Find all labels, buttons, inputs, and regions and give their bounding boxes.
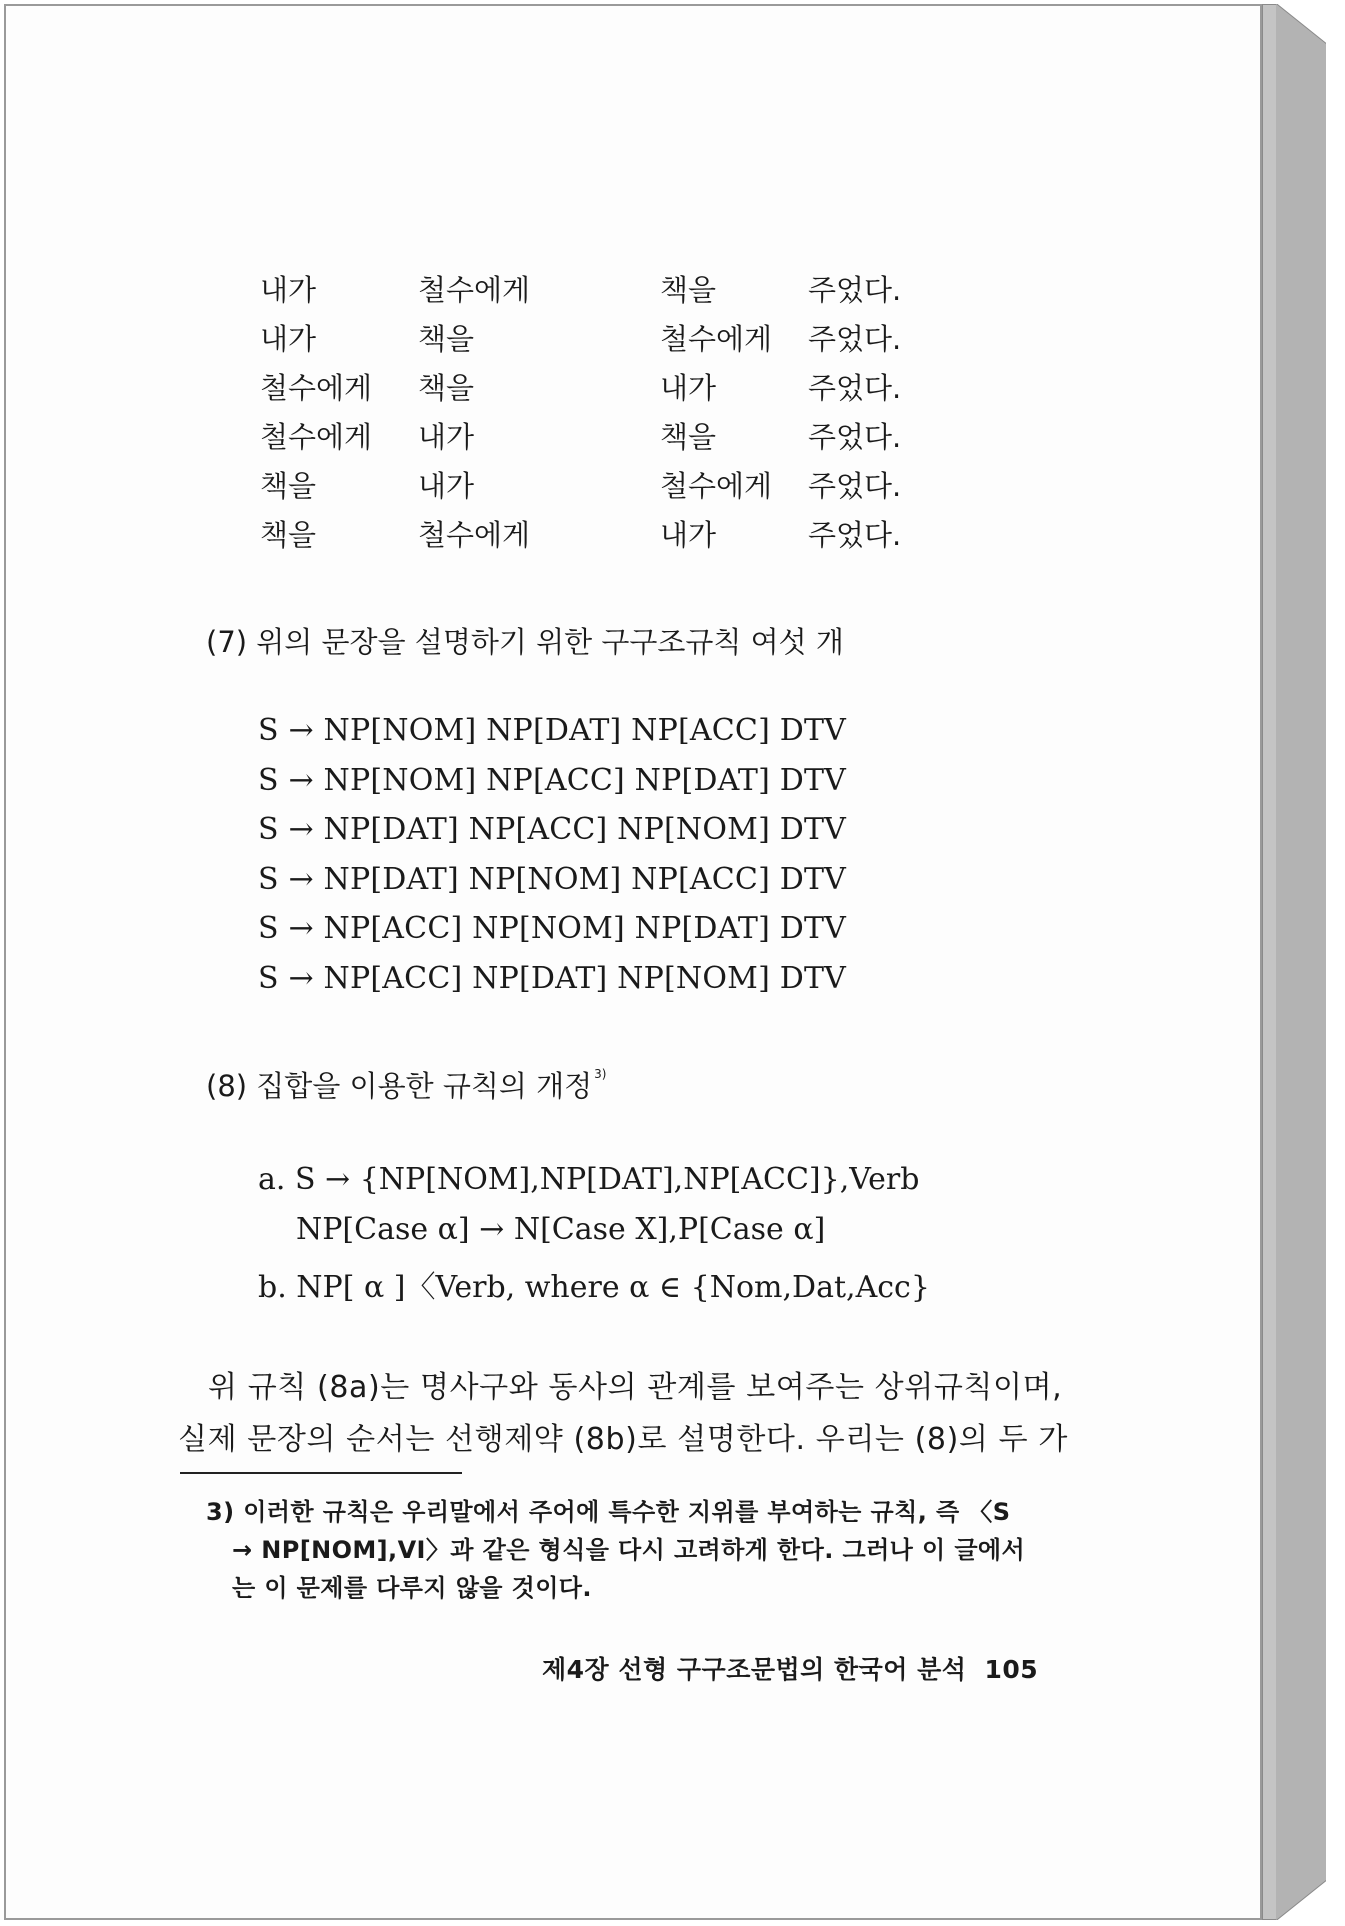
table-cell: 철수에게 [260,420,373,454]
table-cell: 책을 [418,371,475,405]
running-footer [542,1650,1038,1686]
table-cell: 철수에게 [260,371,373,405]
table-cell: 내가 [260,273,317,307]
rule-line: S → NP[NOM] NP[DAT] NP[ACC] DTV [258,713,847,748]
rule-a-line-1: a. S → {NP[NOM],NP[DAT],NP[ACC]},Verb [258,1162,920,1197]
rule-b-line: b. NP[ α ]〈Verb, where α ∈ {Nom,Dat,Acc} [258,1270,930,1305]
table-cell: 내가 [418,420,475,454]
table-cell: 주었다. [808,322,902,356]
table-cell: 책을 [660,420,717,454]
page-edge-shading [1262,4,1326,1920]
example-sentence-table [260,268,960,562]
table-cell: 책을 [260,469,317,503]
rule-line: S → NP[ACC] NP[DAT] NP[NOM] DTV [258,960,847,996]
chapter-title: 제4장 선형 구구조문법의 한국어 분석 [542,1655,967,1684]
rule-line: S → NP[NOM] NP[ACC] NP[DAT] DTV [258,762,847,798]
table-cell: 주었다. [808,273,902,307]
table-cell: 주었다. [808,469,902,503]
table-cell: 철수에게 [418,273,531,307]
table-cell: 책을 [260,518,317,552]
table-cell: 주었다. [808,518,902,552]
body-text-line-1: 위 규칙 (8a)는 명사구와 동사의 관계를 보여주는 상위규칙이며, [208,1370,1063,1405]
example-7-heading: (7) 위의 문장을 설명하기 위한 구구조규칙 여섯 개 [206,625,844,659]
footnote-line-1: 3) 이러한 규칙은 우리말에서 주어에 특수한 지위를 부여하는 규칙, 즉 〈S [206,1498,1011,1526]
example-8-heading [206,1064,606,1105]
page-number: 105 [984,1655,1039,1684]
table-row [260,464,960,513]
table-cell: 철수에게 [418,518,531,552]
table-cell: 철수에게 [660,322,773,356]
footnote-line-2: → NP[NOM],VI〉과 같은 형식을 다시 고려하게 한다. 그러나 이 글에서 [232,1536,1026,1564]
rule-line: S → NP[ACC] NP[NOM] NP[DAT] DTV [258,911,847,946]
table-cell: 내가 [660,371,717,405]
footnote-line-3: 는 이 문제를 다루지 않을 것이다. [232,1574,592,1602]
rule-line: S → NP[DAT] NP[ACC] NP[NOM] DTV [258,812,847,847]
table-row [260,415,960,464]
table-cell: 주었다. [808,420,902,454]
table-row [260,366,960,415]
example-8-heading-text: (8) 집합을 이용한 규칙의 개정 [206,1069,593,1103]
footnote-reference: 3) [594,1067,607,1081]
table-row [260,268,960,317]
table-cell: 내가 [660,518,717,552]
table-cell: 철수에게 [660,469,773,503]
table-cell: 주었다. [808,371,902,405]
rule-line: S → NP[DAT] NP[NOM] NP[ACC] DTV [258,861,847,897]
footnote-divider [180,1472,462,1474]
body-text-line-2: 실제 문장의 순서는 선행제약 (8b)로 설명한다. 우리는 (8)의 두 가 [178,1422,1068,1457]
table-row [260,317,960,366]
table-cell: 책을 [660,273,717,307]
table-cell: 책을 [418,322,475,356]
table-row [260,513,960,562]
table-cell: 내가 [418,469,475,503]
rule-a-line-2: NP[Case α] → N[Case X],P[Case α] [296,1212,826,1247]
phrase-structure-rules [258,713,846,1010]
table-cell: 내가 [260,322,317,356]
